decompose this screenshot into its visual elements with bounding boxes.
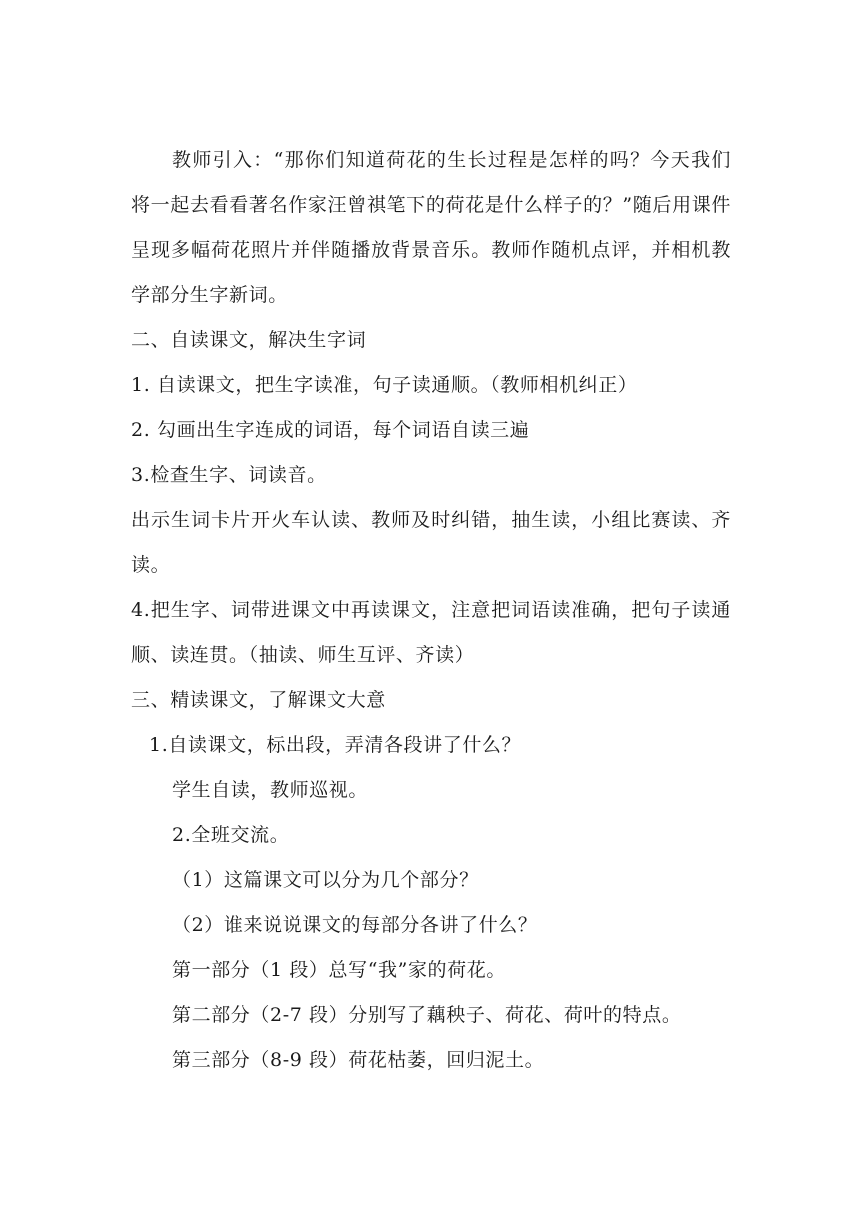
sub-question: （2）谁来说说课文的每部分各讲了什么？ (172, 914, 538, 936)
list-item: 2. 勾画出生字连成的词语，每个词语自读三遍 (131, 419, 530, 441)
section-heading-2: 二、自读课文，解决生字词 (131, 329, 367, 351)
list-item: 4.把生字、词带进课文中再读课文，注意把词语读准确，把句子读通顺、读连贯。（抽读、师生互评、齐读） (131, 599, 731, 666)
list-item: 1.自读课文，标出段，弄清各段讲了什么？ (149, 734, 522, 756)
part-summary: 第二部分（2-7 段）分别写了藕秧子、荷花、荷叶的特点。 (172, 1004, 682, 1026)
list-item: 3.检查生字、词读音。 (131, 464, 327, 486)
list-item: 1. 自读课文，把生字读准，句子读通顺。（教师相机纠正） (131, 374, 638, 396)
document-body (131, 138, 731, 1083)
list-item-detail: 学生自读，教师巡视。 (172, 779, 369, 801)
intro-paragraph: 教师引入：“那你们知道荷花的生长过程是怎样的吗？今天我们将一起去看看著名作家汪曾祺笔下的荷花是什么样子的？”随后用课件呈现多幅荷花照片并伴随播放背景音乐。教师作随机点评，并相机教学部分生字新词。 (131, 149, 731, 306)
part-summary: 第一部分（1 段）总写“我”家的荷花。 (172, 959, 506, 981)
list-item-detail: 出示生词卡片开火车认读、教师及时纠错，抽生读，小组比赛读、齐读。 (131, 509, 731, 576)
section-heading-3: 三、精读课文，了解课文大意 (131, 689, 386, 711)
list-item: 2.全班交流。 (172, 824, 290, 846)
part-summary: 第三部分（8-9 段）荷花枯萎，回归泥土。 (172, 1049, 545, 1071)
sub-question: （1）这篇课文可以分为几个部分？ (172, 869, 479, 891)
